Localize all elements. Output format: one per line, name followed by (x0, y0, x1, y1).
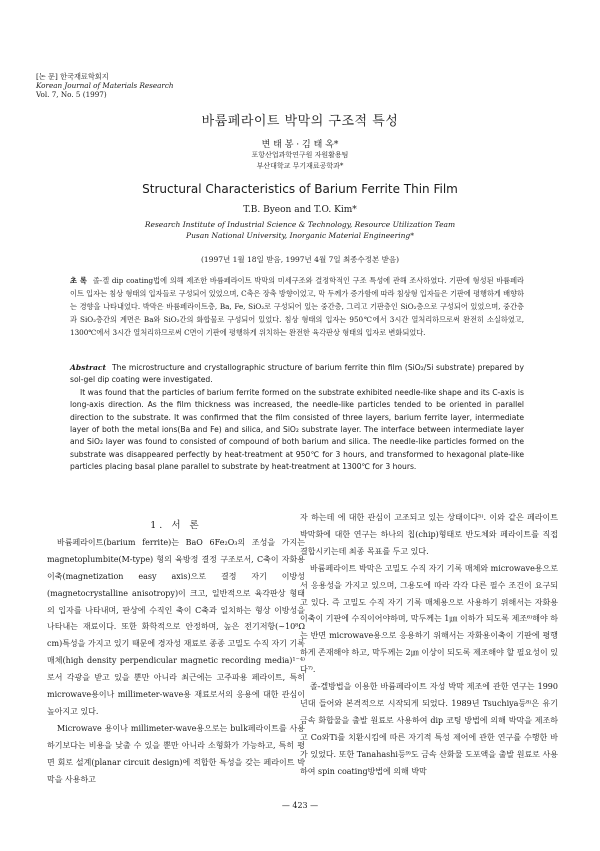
section-heading-introduction: 1. 서 론 (150, 520, 202, 531)
affiliation-en-1: Research Institute of Industrial Science & Technology, Resource Utilization Team (144, 220, 456, 229)
affiliations-korean (0, 150, 600, 171)
authors-korean: 변 태 봉 · 김 태 옥* (261, 140, 339, 150)
abstract-en-p2: It was found that the particles of barium ferrite formed on the substrate exhibited needle-like shape and its C-axis is long-axis direction. As the film thickness was increased, the needle-like particles tended to be oriented in parallel direction to the substrate. It was confirmed that the film consisted of three layers, barium ferrite layer, intermediate layer of both the metal ions(Ba and Fe) and silica, and SiO₂ substrate layer. The interface between intermediate layer and SiO₂ layer was found to consisted of compound of both barium and silica. The needle-like particles formed on the substrate was disappeared perfectly by heat-treatment at 950℃ for 3 hours, and transformed to hexagonal plate-like particles placing basal plane parallel to substrate by heat-treatment at 1300℃ for 3 hours. (70, 387, 524, 472)
abstract-english (70, 362, 524, 474)
journal-name-ko: [논 문] 한국재료학회지 (36, 72, 109, 81)
affiliation-ko-2: 부산대학교 무기재료공학과* (256, 161, 344, 170)
received-dates: (1997년 1월 18일 받음, 1997년 4월 7일 최종수정본 받음) (200, 255, 399, 264)
body-paragraph: 자 하는데 에 대한 관심이 고조되고 있는 상태이다⁵⁾. 이와 같은 페라이트 박막화에 대한 연구는 하나의 칩(chip)형태로 반도체와 페라이트를 직접 결합시키는데 최종 목표를 두고 있다. (300, 513, 558, 556)
abstract-en-label: Abstract (70, 363, 107, 372)
abstract-ko-label: 초 록 (70, 276, 87, 285)
journal-name-en: Korean Journal of Materials Research (36, 81, 174, 90)
journal-volume: Vol. 7, No. 5 (1997) (36, 90, 107, 99)
authors-english: T.B. Byeon and T.O. Kim* (243, 205, 357, 215)
body-column-left (47, 518, 305, 789)
body-paragraph: Microwave 용이나 millimeter-wave용으로는 bulk페라이트를 사용하기보다는 비용을 낮출 수 있을 뿐만 아니라 소형화가 가능하고, 특히 평면 회로 설계(planar circuit design)에 적합한 특성을 갖는 페라이트 박막을 사용하고 (47, 723, 305, 784)
body-paragraph: 바륨페라이트 박막은 고밀도 수직 자기 기록 매체와 microwave용으로서 응용성을 가지고 있으며, 그용도에 따라 각각 다른 필수 조건이 요구되고 있다. 즉 고밀도 수직 자기 기록 매체용으로 사용하기 위해서는 자화용이축이 기판에 수직이어야하며, 막두께는 1㎛ 이하가 되도록 제조⁶⁾해야 하는 반면 microwave용으로 응용하기 위해서는 자화용이축이 기판에 평행하게 존재해야 하고, 막두께는 2㎛ 이상이 되도록 제조해야 할 필요성이 있다⁷⁾. (300, 563, 558, 675)
affiliation-ko-1: 포항산업과학연구원 자원활용팀 (251, 151, 349, 159)
title-english: Structural Characteristics of Barium Ferrite Thin Film (142, 182, 458, 196)
title-korean: 바륨페라이트 박막의 구조적 특성 (201, 114, 399, 129)
affiliation-en-2: Pusan National University, Inorganic Material Engineering* (186, 231, 414, 240)
page-number: — 423 — (281, 801, 319, 810)
body-column-right (300, 510, 558, 781)
abstract-ko-text: 졸-겔 dip coating법에 의해 제조한 바륨페라이트 박막의 미세구조와 결정학적인 구조 특성에 관해 조사하였다. 기판에 형성된 바륨페라이트 입자는 침상 형태의 입자들로 구성되어 있었으며, C축은 장축 방향이었고, 막 두께가 증가함에 따라 침상형 입자들은 기판에 평행하게 배향하는 경향을 나타내었다. 박막은 바륨페라이트층, Ba, Fe, SiO₂로 구성되어 있는 중간층, 그리고 기판층인 SiO₂층으로 구성되어 있었으며, 중간층과 SiO₂층간의 계면은 Ba와 SiO₂간의 화합물로 구성되어 있었다. 침상 형태의 입자는 950℃에서 3시간 열처리하므로써 완전히 소실하였고, 1300℃에서 3시간 열처리하므로써 C면이 기판에 평행하게 위치하는 완전한 육각판상 형태의 입자로 변화되었다. (70, 276, 525, 338)
affiliations-english (0, 219, 600, 241)
journal-header (36, 72, 174, 99)
body-paragraph: 졸-겔방법을 이용한 바륨페라이트 자성 박막 제조에 관한 연구는 1990년대 들어와 본격적으로 시작되게 되었다. 1989년 Tsuchiya등⁸⁾은 유기 금속 화합물을 출발 원료로 사용하여 dip 코팅 방법에 의해 박막을 제조하고 Co와Ti를 치환시킴에 따른 자기적 특성 제어에 관한 연구를 수행한 바가 있었다. 또한 Tanahashi등⁹⁾도 금속 산화물 도포액을 출발 원료로 사용하여 spin coating방법에 의해 박막 (300, 682, 558, 776)
body-paragraph: 바륨페라이트(barium ferrite)는 BaO 6Fe₂O₃의 조성을 가지는 magnetoplumbite(M-type) 형의 육방정 결정 구조로서, C축이 자화용이축(magnetization easy axis)으로 결정 자기 이방성(magnetocrystalline anisotropy)이 크고, 일반적으로 육각판상 형태의 입자를 나타내며, 판상에 수직인 축이 C축과 일치하는 형상 이방성을 나타내는 재료이다. 또한 화학적으로 안정하며, 높은 전기저항(~10⁸Ω cm)특성을 가지고 있기 때문에 경자성 재료로 종종 고밀도 수직 자기 기록 매체(high density perpendicular magnetic recording media)¹⁻⁴⁾ 로서 각광을 받고 있을 뿐만 아니라 최근에는 고주파용 페라이트, 특히 microwave용이나 millimeter-wave용 재료로서의 응용에 대한 관심이 높아지고 있다. (47, 537, 305, 716)
abstract-en-p1: The microstructure and crystallographic structure of barium ferrite thin film (SiO₂/Si substrate) prepared by sol-gel dip coating were investigated. (70, 363, 524, 385)
abstract-korean (70, 274, 524, 339)
